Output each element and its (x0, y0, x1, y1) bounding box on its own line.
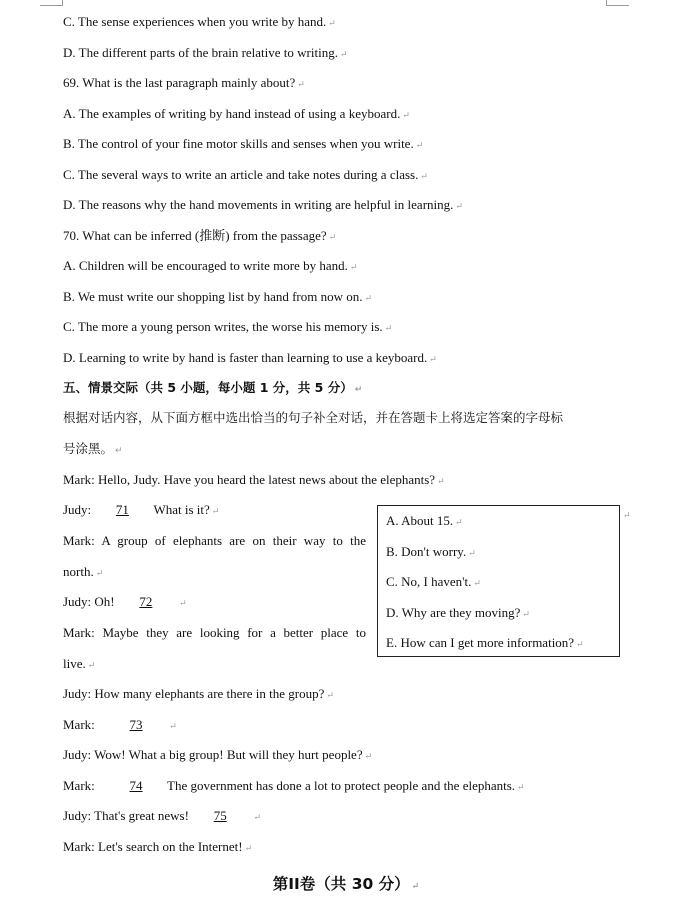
dialogue-line-11: Mark: Let's search on the Internet! ↵ (63, 839, 253, 854)
q70-option-c-text: C. The more a young person writes, the worse his memory is. (63, 319, 383, 334)
dialogue-line-5a (63, 625, 366, 641)
dialogue-line-6-text: Judy: How many elephants are there in the group? (63, 686, 325, 701)
dialogue-line-3b-text: north. (63, 564, 94, 579)
dialogue-line-3a-text: Mark: A group of elephants are on their way to the (63, 533, 366, 548)
dialogue-line-1-text: Mark: Hello, Judy. Have you heard the latest news about the elephants? (63, 472, 436, 487)
speaker-judy: Judy: Oh! (63, 594, 115, 609)
q68-option-c-text: C. The sense experiences when you write by hand. (63, 14, 327, 29)
q69-option-b: B. The control of your fine motor skills and senses when you write. ↵ (63, 136, 424, 151)
q70-option-a: A. Children will be encouraged to write more by hand. ↵ (63, 258, 358, 273)
box-option-c-text: C. No, I haven't. (386, 574, 472, 589)
speaker-judy: Judy: (63, 502, 92, 517)
page-corner-mark-right (606, 0, 629, 6)
q70-option-c: C. The more a young person writes, the worse his memory is. ↵ (63, 319, 393, 334)
q69-question-text: 69. What is the last paragraph mainly about? (63, 75, 296, 90)
dialogue-line-11-text: Mark: Let's search on the Internet! (63, 839, 243, 854)
part2-title: 第II卷（共 30 分） ↵ (272, 875, 420, 893)
q68-option-d-text: D. The different parts of the brain relative to writing. (63, 45, 338, 60)
q69-option-a-text: A. The examples of writing by hand instead of using a keyboard. (63, 106, 401, 121)
q70-option-a-text: A. Children will be encouraged to write more by hand. (63, 258, 348, 273)
section5-heading-text: 五、情景交际（共 5 小题，每小题 1 分，共 5 分） (63, 380, 353, 395)
speaker-mark: Mark: (63, 717, 95, 732)
blank-72: 72 (139, 594, 153, 609)
section5-instruction-line2: 号涂黑。 ↵ (63, 441, 123, 456)
section5-instruction-line2-text: 号涂黑。 (63, 441, 114, 456)
box-option-b-text: B. Don't worry. (386, 544, 467, 559)
dialogue-line-9: Mark: 74 The government has done a lot to protect people and the elephants. ↵ (63, 778, 525, 793)
box-option-d-text: D. Why are they moving? (386, 605, 521, 620)
q70-question-text: 70. What can be inferred (推断) from the passage? (63, 228, 327, 243)
dialogue-line-8-text: Judy: Wow! What a big group! But will they hurt people? (63, 747, 363, 762)
q70-question: 70. What can be inferred (推断) from the passage? ↵ (63, 228, 337, 243)
page-corner-mark-left (40, 0, 63, 6)
blank-73: 73 (129, 717, 143, 732)
dialogue-line-9-rest: The government has done a lot to protect people and the elephants. (167, 778, 516, 793)
box-end-mark: ↵ (623, 510, 631, 520)
q70-option-b: B. We must write our shopping list by hand from now on. ↵ (63, 289, 373, 304)
q69-option-c: C. The several ways to write an article and take notes during a class. ↵ (63, 167, 428, 182)
q69-option-c-text: C. The several ways to write an article and take notes during a class. (63, 167, 419, 182)
speaker-judy: Judy: That's great news! (63, 808, 189, 823)
box-option-c: C. No, I haven't. ↵ (386, 574, 481, 589)
part2-title-text: 第II卷（共 30 分） (272, 875, 410, 893)
dialogue-line-2-rest: What is it? (153, 502, 210, 517)
box-option-e-text: E. How can I get more information? (386, 635, 575, 650)
q70-option-d: D. Learning to write by hand is faster than learning to use a keyboard. ↵ (63, 350, 437, 365)
box-option-a: A. About 15. ↵ (386, 513, 463, 528)
box-option-b: B. Don't worry. ↵ (386, 544, 476, 559)
section5-instruction-line1-text: 根据对话内容，从下面方框中选出恰当的句子补全对话，并在答题卡上将选定答案的字母标 (63, 410, 564, 425)
section5-heading: 五、情景交际（共 5 小题，每小题 1 分，共 5 分） ↵ (63, 380, 363, 395)
dialogue-line-5b: live. ↵ (63, 656, 96, 671)
box-option-e: E. How can I get more information? ↵ (386, 635, 584, 650)
dialogue-line-5b-text: live. (63, 656, 86, 671)
box-option-a-text: A. About 15. (386, 513, 454, 528)
q70-option-b-text: B. We must write our shopping list by hand from now on. (63, 289, 363, 304)
blank-75: 75 (213, 808, 227, 823)
dialogue-line-1: Mark: Hello, Judy. Have you heard the latest news about the elephants? ↵ (63, 472, 445, 487)
dialogue-line-5a-text: Mark: Maybe they are looking for a better place to (63, 625, 366, 640)
section5-instruction-line1 (63, 410, 563, 426)
dialogue-line-4: Judy: Oh! 72 ↵ (63, 594, 187, 609)
dialogue-line-6: Judy: How many elephants are there in the group? ↵ (63, 686, 334, 701)
dialogue-line-2: Judy: 71 What is it? ↵ (63, 502, 220, 517)
blank-71: 71 (115, 502, 129, 517)
q69-option-d: D. The reasons why the hand movements in writing are helpful in learning. ↵ (63, 197, 463, 212)
dialogue-line-3b: north. ↵ (63, 564, 104, 579)
q69-option-d-text: D. The reasons why the hand movements in writing are helpful in learning. (63, 197, 454, 212)
q69-question: 69. What is the last paragraph mainly about? ↵ (63, 75, 305, 90)
box-option-d: D. Why are they moving? ↵ (386, 605, 530, 620)
dialogue-line-10: Judy: That's great news! 75 ↵ (63, 808, 261, 823)
q69-option-b-text: B. The control of your fine motor skills and senses when you write. (63, 136, 414, 151)
dialogue-line-3a (63, 533, 366, 549)
blank-74: 74 (129, 778, 143, 793)
dialogue-line-7: Mark: 73 ↵ (63, 717, 177, 732)
q68-option-d: D. The different parts of the brain relative to writing. ↵ (63, 45, 348, 60)
q68-option-c: C. The sense experiences when you write by hand. ↵ (63, 14, 336, 29)
q70-option-d-text: D. Learning to write by hand is faster than learning to use a keyboard. (63, 350, 428, 365)
dialogue-line-8: Judy: Wow! What a big group! But will they hurt people? ↵ (63, 747, 373, 762)
q69-option-a: A. The examples of writing by hand instead of using a keyboard. ↵ (63, 106, 410, 121)
speaker-mark: Mark: (63, 778, 95, 793)
answer-options-box (377, 505, 620, 657)
